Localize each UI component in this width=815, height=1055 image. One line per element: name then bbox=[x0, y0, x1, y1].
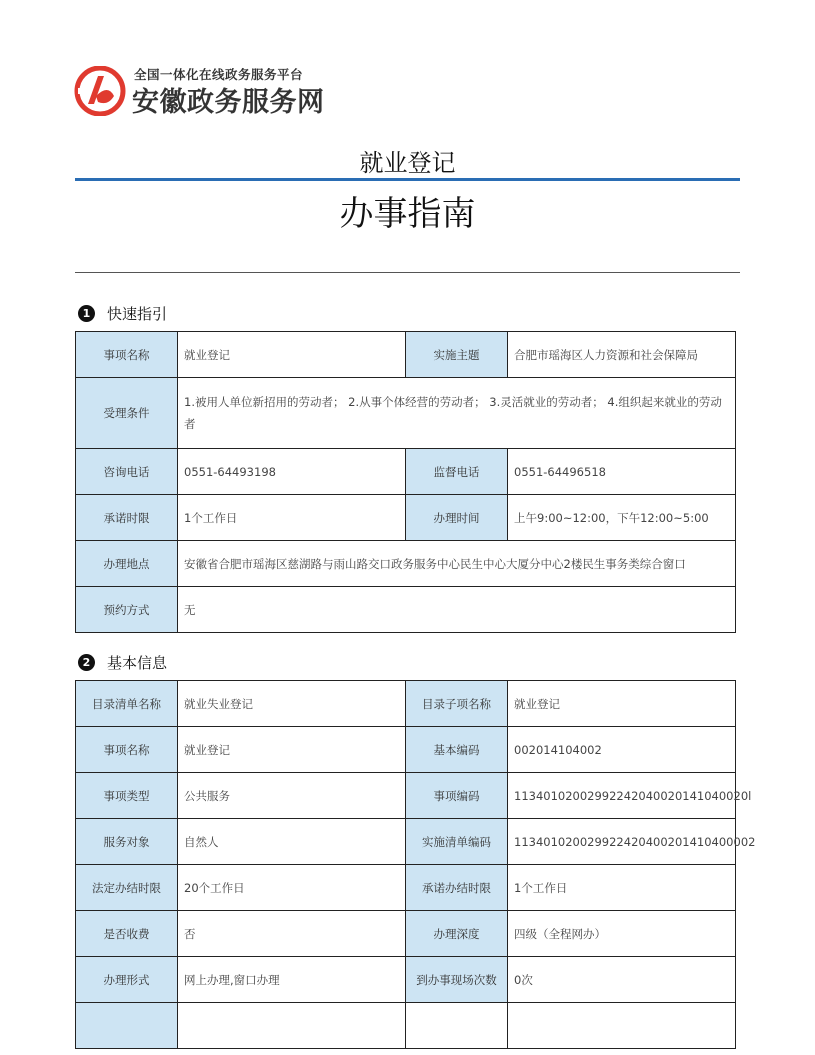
field-label: 法定办结时限 bbox=[76, 865, 178, 911]
field-label: 服务对象 bbox=[76, 819, 178, 865]
field-label: 实施主题 bbox=[406, 332, 508, 378]
document-title: 就业登记 bbox=[359, 149, 456, 177]
field-value: 11340102002992242040020141040020l bbox=[508, 773, 736, 819]
field-label: 受理条件 bbox=[76, 378, 178, 449]
field-value bbox=[178, 1003, 406, 1049]
field-label bbox=[76, 1003, 178, 1049]
number-two-icon: 2 bbox=[78, 654, 95, 671]
field-label: 目录清单名称 bbox=[76, 681, 178, 727]
field-value: 自然人 bbox=[178, 819, 406, 865]
field-label: 实施清单编码 bbox=[406, 819, 508, 865]
table-row bbox=[76, 819, 736, 865]
field-label: 承诺时限 bbox=[76, 495, 178, 541]
field-label: 事项名称 bbox=[76, 332, 178, 378]
table-row bbox=[76, 681, 736, 727]
table-row bbox=[76, 541, 736, 587]
anhui-logo-icon bbox=[74, 66, 126, 116]
table-row bbox=[76, 332, 736, 378]
table-row bbox=[76, 865, 736, 911]
field-value: 就业登记 bbox=[178, 332, 406, 378]
field-label: 监督电话 bbox=[406, 449, 508, 495]
field-value: 0次 bbox=[508, 957, 736, 1003]
table-row bbox=[76, 773, 736, 819]
field-value: 1个工作日 bbox=[178, 495, 406, 541]
table-row bbox=[76, 727, 736, 773]
quick-guide-table bbox=[75, 331, 736, 633]
table-row bbox=[76, 587, 736, 633]
basic-info-table bbox=[75, 680, 756, 1049]
field-value bbox=[406, 1003, 508, 1049]
field-label: 事项名称 bbox=[76, 727, 178, 773]
field-value: 就业登记 bbox=[508, 681, 736, 727]
platform-subtitle: 全国一体化在线政务服务平台 bbox=[134, 67, 304, 82]
field-label: 办理形式 bbox=[76, 957, 178, 1003]
field-value: 002014104002 bbox=[508, 727, 736, 773]
section-title: 基本信息 bbox=[107, 654, 168, 672]
field-value: 四级（全程网办） bbox=[508, 911, 736, 957]
field-value: 就业失业登记 bbox=[178, 681, 406, 727]
field-label: 承诺办结时限 bbox=[406, 865, 508, 911]
field-value: 0551-64496518 bbox=[508, 449, 736, 495]
section-quick-guide bbox=[78, 303, 167, 324]
field-value: 就业登记 bbox=[178, 727, 406, 773]
platform-logo[interactable] bbox=[74, 62, 354, 116]
field-label: 到办事现场次数 bbox=[406, 957, 508, 1003]
title-divider bbox=[75, 178, 740, 181]
field-label: 是否收费 bbox=[76, 911, 178, 957]
field-label: 办理深度 bbox=[406, 911, 508, 957]
field-value bbox=[508, 1003, 736, 1049]
table-row bbox=[76, 495, 736, 541]
section-basic-info bbox=[78, 652, 167, 673]
section-title: 快速指引 bbox=[107, 305, 168, 323]
field-value: 113401020029922420400201410400002 bbox=[508, 819, 736, 865]
field-value: 网上办理,窗口办理 bbox=[178, 957, 406, 1003]
field-value: 否 bbox=[178, 911, 406, 957]
field-value: 0551-64493198 bbox=[178, 449, 406, 495]
number-one-icon: 1 bbox=[78, 305, 95, 322]
table-row bbox=[76, 378, 736, 449]
field-value: 无 bbox=[178, 587, 736, 633]
field-label: 基本编码 bbox=[406, 727, 508, 773]
field-value: 公共服务 bbox=[178, 773, 406, 819]
platform-name: 安徽政务服务网 bbox=[132, 87, 325, 118]
field-value: 合肥市瑶海区人力资源和社会保障局 bbox=[508, 332, 736, 378]
field-value: 20个工作日 bbox=[178, 865, 406, 911]
table-row bbox=[76, 911, 736, 957]
field-label: 预约方式 bbox=[76, 587, 178, 633]
field-label: 咨询电话 bbox=[76, 449, 178, 495]
table-row bbox=[76, 449, 736, 495]
field-label: 目录子项名称 bbox=[406, 681, 508, 727]
header-divider bbox=[75, 272, 740, 273]
field-label: 办理地点 bbox=[76, 541, 178, 587]
field-label: 事项类型 bbox=[76, 773, 178, 819]
table-row bbox=[76, 1003, 736, 1049]
field-label: 事项编码 bbox=[406, 773, 508, 819]
field-label: 办理时间 bbox=[406, 495, 508, 541]
field-value: 上午9:00~12:00，下午12:00~5:00 bbox=[508, 495, 736, 541]
document-subtitle: 办事指南 bbox=[339, 194, 476, 234]
field-value: 安徽省合肥市瑶海区慈湖路与雨山路交口政务服务中心民生中心大厦分中心2楼民生事务类综合窗口 bbox=[178, 541, 736, 587]
table-row bbox=[76, 957, 736, 1003]
field-value: 1个工作日 bbox=[508, 865, 736, 911]
field-value: 1.被用人单位新招用的劳动者； 2.从事个体经营的劳动者； 3.灵活就业的劳动者； 4.组织起来就业的劳动者 bbox=[178, 378, 736, 449]
